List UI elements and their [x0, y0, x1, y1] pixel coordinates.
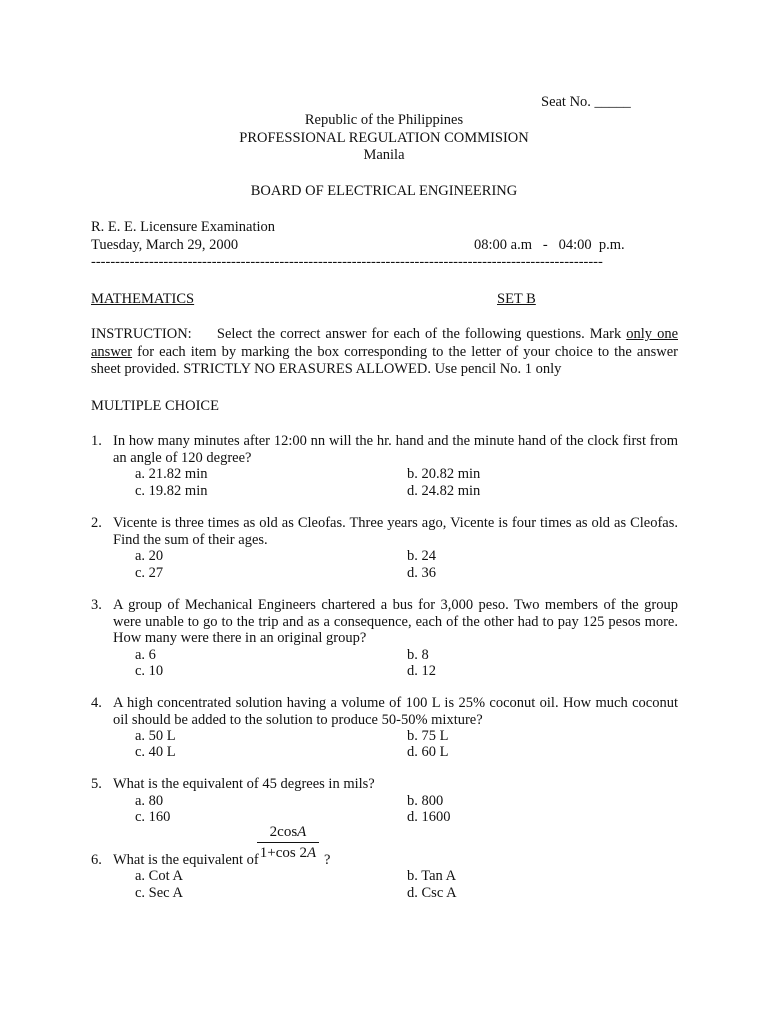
choice-d: d. 36: [407, 565, 436, 581]
question-text: Vicente is three times as old as Cleofas. Three years ago, Vicente is four times as old as Cleofas. Find the sum of their ages.: [113, 515, 678, 548]
question-text: What is the equivalent of 45 degrees in mils?: [113, 776, 375, 792]
choice-c: c. 19.82 min: [135, 483, 208, 499]
choice-c: c. 160: [135, 809, 171, 825]
choice-b: b. 75 L: [407, 728, 449, 744]
choice-a: a. 80: [135, 793, 164, 809]
instruction-label: INSTRUCTION:: [91, 326, 192, 342]
republic-line: Republic of the Philippines: [304, 112, 464, 128]
instruction-underlined: only one answer: [91, 326, 679, 360]
choice-d: d. 24.82 min: [407, 483, 481, 499]
question-number: 6.: [91, 852, 102, 868]
choice-d: d. 60 L: [407, 744, 449, 760]
choice-b: b. 8: [407, 647, 429, 663]
divider-line: ----------------------------------------------------------------------------------------------------------: [91, 254, 603, 270]
board-title: BOARD OF ELECTRICAL ENGINEERING: [250, 183, 518, 199]
instruction-paragraph: [91, 326, 678, 379]
section-title: MULTIPLE CHOICE: [91, 398, 219, 414]
choice-b: b. 20.82 min: [407, 466, 481, 482]
question-text: In how many minutes after 12:00 nn will the hr. hand and the minute hand of the clock first from an angle of 120 degree?: [113, 433, 678, 466]
choice-c: c. Sec A: [135, 885, 183, 901]
choice-a: a. 21.82 min: [135, 466, 208, 482]
exam-name: R. E. E. Licensure Examination: [91, 219, 276, 235]
fraction-expression: [255, 822, 321, 863]
fraction-numerator: 2cosA: [269, 824, 307, 840]
set-label: SET B: [497, 291, 536, 307]
choice-a: a. 6: [135, 647, 156, 663]
question-text: What is the equivalent of: [113, 852, 259, 868]
question-text: A high concentrated solution having a volume of 100 L is 25% coconut oil. How much coconut oil should be added to the solution to produce 50-50% mixture?: [113, 695, 678, 728]
instruction-text-2: for each item by marking the box corresponding to the letter of your choice to the answer sheet provided. STRICTLY NO ERASURES ALLOWED. Use pencil No. 1 only: [91, 343, 679, 377]
city-line: Manila: [363, 147, 405, 163]
choice-c: c. 27: [135, 565, 164, 581]
choice-b: b. Tan A: [407, 868, 457, 884]
choice-a: a. Cot A: [135, 868, 183, 884]
exam-time: 08:00 a.m - 04:00 p.m.: [474, 237, 625, 253]
instruction-text-1: Select the correct answer for each of the following questions. Mark: [216, 326, 622, 342]
choice-d: d. 1600: [407, 809, 451, 825]
fraction-denominator: 1+cos 2A: [259, 845, 317, 861]
exam-date: Tuesday, March 29, 2000: [91, 237, 239, 253]
choice-b: b. 800: [407, 793, 444, 809]
question-number: 4.: [91, 695, 102, 711]
choice-a: a. 20: [135, 548, 164, 564]
question-number: 5.: [91, 776, 102, 792]
question-mark: ?: [324, 852, 331, 868]
choice-d: d. 12: [407, 663, 436, 679]
choice-c: c. 40 L: [135, 744, 176, 760]
question-number: 3.: [91, 597, 102, 613]
question-text: A group of Mechanical Engineers chartered a bus for 3,000 peso. Two members of the group were unable to go to the trip and as a consequence, each of the other had to pay 125 pesos more. How many were there in an original group?: [113, 597, 678, 646]
choice-d: d. Csc A: [407, 885, 457, 901]
seat-number: Seat No. _____: [541, 94, 631, 110]
choice-b: b. 24: [407, 548, 436, 564]
commission-line: PROFESSIONAL REGULATION COMMISION: [239, 130, 529, 146]
choice-c: c. 10: [135, 663, 164, 679]
choice-a: a. 50 L: [135, 728, 176, 744]
question-number: 1.: [91, 433, 102, 449]
question-number: 2.: [91, 515, 102, 531]
subject-title: MATHEMATICS: [91, 291, 195, 307]
